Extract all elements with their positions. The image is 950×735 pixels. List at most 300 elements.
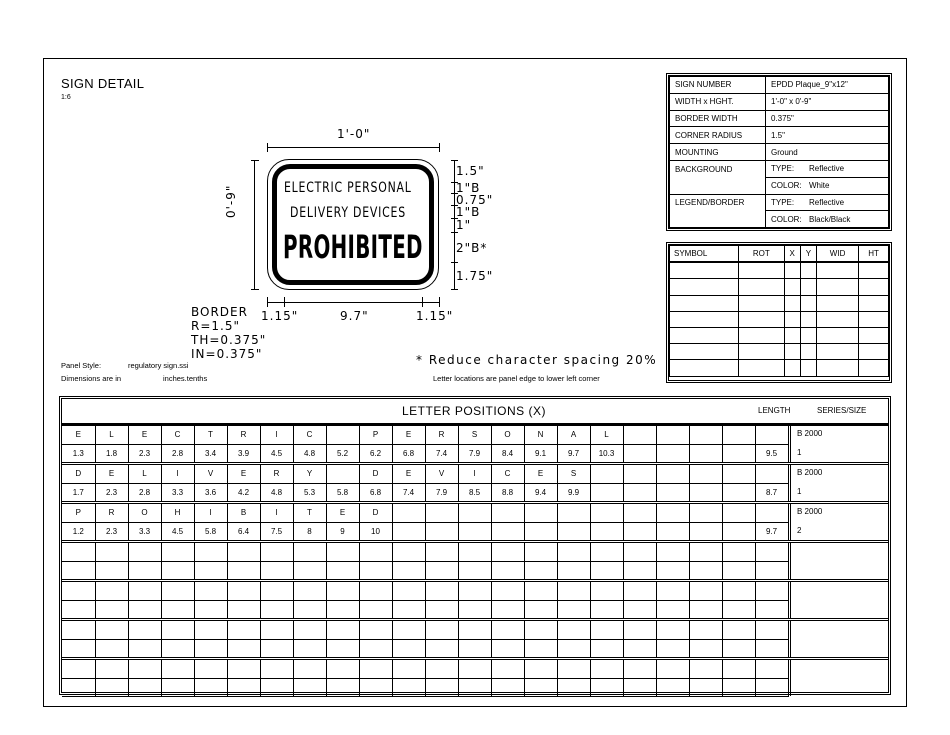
letter-cell <box>689 660 722 678</box>
letter-cell <box>590 621 623 639</box>
info-key: CORNER RADIUS <box>670 127 766 144</box>
letter-cell: E <box>62 426 95 444</box>
letter-cell <box>260 543 293 561</box>
page-title: SIGN DETAIL <box>61 76 145 91</box>
position-cell <box>227 600 260 618</box>
symbol-row <box>670 279 889 295</box>
letter-cell <box>161 582 194 600</box>
position-cell <box>623 483 656 501</box>
position-cell <box>689 678 722 696</box>
position-cell <box>161 561 194 579</box>
dim-tick <box>451 232 458 233</box>
letter-cell: I <box>260 426 293 444</box>
series-size-cell <box>790 660 888 696</box>
position-cell: 1.2 <box>62 522 95 540</box>
position-cell <box>392 561 425 579</box>
position-cell <box>425 678 458 696</box>
letter-row <box>62 543 788 561</box>
dim-tick <box>422 297 423 307</box>
height-dimension: 0'-9" <box>224 184 238 218</box>
position-cell: 10 <box>359 522 392 540</box>
position-cell <box>656 483 689 501</box>
position-cell <box>458 639 491 657</box>
position-cell <box>656 522 689 540</box>
letter-cell: C <box>293 426 326 444</box>
letter-cell <box>62 621 95 639</box>
position-cell: 4.8 <box>293 444 326 462</box>
letter-cell <box>689 582 722 600</box>
letter-cell <box>656 426 689 444</box>
letter-cell <box>524 543 557 561</box>
position-cell <box>293 639 326 657</box>
letter-cell <box>722 582 755 600</box>
length-cell <box>755 600 788 618</box>
letter-cell <box>722 621 755 639</box>
position-cell <box>359 600 392 618</box>
position-cell <box>128 600 161 618</box>
position-cell <box>557 600 590 618</box>
sign-legend-line-3: PROHIBITED <box>283 228 423 266</box>
dim-tick <box>451 262 458 263</box>
letter-cell: E <box>128 426 161 444</box>
letter-cell <box>326 621 359 639</box>
position-cell: 1.8 <box>95 444 128 462</box>
position-cell: 8 <box>293 522 326 540</box>
length-spacer-cell <box>755 621 788 639</box>
position-cell <box>128 678 161 696</box>
scale-label: 1:6 <box>61 94 71 101</box>
position-cell <box>491 600 524 618</box>
position-cell <box>260 561 293 579</box>
position-cell <box>722 522 755 540</box>
position-cell <box>722 639 755 657</box>
position-cell: 6.8 <box>359 483 392 501</box>
position-cell <box>590 600 623 618</box>
letter-cell <box>458 582 491 600</box>
position-cell <box>491 639 524 657</box>
position-cell <box>260 678 293 696</box>
letter-cell <box>293 660 326 678</box>
border-thickness-spec: TH=0.375" <box>191 333 267 347</box>
position-cell <box>557 639 590 657</box>
sign-legend-line-1: ELECTRIC PERSONAL <box>284 180 412 196</box>
letter-cell <box>623 582 656 600</box>
length-cell <box>755 561 788 579</box>
border-inset-spec: IN=0.375" <box>191 347 263 361</box>
symbol-row <box>670 327 889 343</box>
position-cell <box>689 561 722 579</box>
letter-cell: D <box>359 465 392 483</box>
right-margin-dim: 1.15" <box>416 309 454 323</box>
letter-group <box>62 618 888 657</box>
position-cell <box>161 600 194 618</box>
letter-cell <box>359 582 392 600</box>
series-size-cell <box>790 621 888 657</box>
letter-cell <box>95 543 128 561</box>
position-cell: 8.8 <box>491 483 524 501</box>
position-cell: 2.3 <box>95 522 128 540</box>
position-cell: 3.3 <box>161 483 194 501</box>
position-cell <box>623 600 656 618</box>
position-cell <box>95 561 128 579</box>
letter-cell <box>95 621 128 639</box>
letter-cell <box>524 621 557 639</box>
info-key-spacer <box>670 211 766 228</box>
position-cell <box>326 639 359 657</box>
position-cell <box>656 561 689 579</box>
length-spacer-cell <box>755 426 788 444</box>
series-size-cell <box>790 426 888 462</box>
position-cell <box>656 639 689 657</box>
position-cell <box>458 600 491 618</box>
letter-cell <box>722 660 755 678</box>
position-cell <box>293 678 326 696</box>
letter-cell: I <box>458 465 491 483</box>
letter-cell <box>557 660 590 678</box>
letter-cell <box>557 504 590 522</box>
position-cell <box>623 444 656 462</box>
letter-location-note: Letter locations are panel edge to lower left corner <box>433 374 600 383</box>
letter-cell <box>62 582 95 600</box>
symbol-row <box>670 360 889 376</box>
length-cell <box>755 639 788 657</box>
position-cell: 9.4 <box>524 483 557 501</box>
width-dimension: 1'-0" <box>337 127 371 141</box>
panel-style-value: regulatory sign.ssi <box>128 361 189 370</box>
v-dim-top-margin: 1.5" <box>456 164 485 178</box>
letter-cell: A <box>557 426 590 444</box>
position-cell: 9 <box>326 522 359 540</box>
letter-cell <box>722 465 755 483</box>
spacing-note: * Reduce character spacing 20% <box>416 353 658 367</box>
symbol-row <box>670 295 889 311</box>
position-cell <box>359 639 392 657</box>
letter-group <box>62 657 888 696</box>
position-cell <box>458 678 491 696</box>
v-dim-line3: 2"B* <box>456 241 488 255</box>
position-cell <box>590 678 623 696</box>
letter-cell <box>689 543 722 561</box>
position-cell <box>557 561 590 579</box>
letter-cell <box>689 504 722 522</box>
position-cell: 2.3 <box>95 483 128 501</box>
letter-cell <box>392 504 425 522</box>
letter-row <box>62 426 788 444</box>
info-key: BORDER WIDTH <box>670 110 766 127</box>
position-cell <box>227 561 260 579</box>
letter-cell <box>227 543 260 561</box>
position-cell <box>425 600 458 618</box>
dim-tick <box>451 160 458 161</box>
info-value: Ground <box>766 144 889 161</box>
letter-cell <box>161 660 194 678</box>
position-cell <box>128 561 161 579</box>
symbol-header: SYMBOL <box>670 246 739 263</box>
ht-header: HT <box>859 246 889 263</box>
dim-tick <box>439 143 440 152</box>
letter-cell <box>392 660 425 678</box>
letter-row <box>62 582 788 600</box>
size-value: 1 <box>797 487 802 496</box>
position-cell <box>491 678 524 696</box>
position-cell <box>260 600 293 618</box>
border-spec-title: BORDER <box>191 305 248 319</box>
dim-tick <box>251 289 259 290</box>
length-spacer-cell <box>755 582 788 600</box>
letter-cell <box>590 582 623 600</box>
letter-cell: O <box>128 504 161 522</box>
length-spacer-cell <box>755 504 788 522</box>
letter-cell: D <box>62 465 95 483</box>
letter-cell <box>491 543 524 561</box>
letter-cell <box>590 660 623 678</box>
position-cell <box>194 639 227 657</box>
position-cell: 3.9 <box>227 444 260 462</box>
letter-cell <box>128 660 161 678</box>
info-value: 0.375" <box>766 110 889 127</box>
position-cell: 4.5 <box>260 444 293 462</box>
letter-cell <box>194 660 227 678</box>
dim-tick <box>451 289 458 290</box>
position-cell <box>524 600 557 618</box>
position-cell <box>128 639 161 657</box>
position-cell <box>458 522 491 540</box>
letter-cell <box>623 660 656 678</box>
left-margin-dim: 1.15" <box>261 309 299 323</box>
letter-cell: E <box>392 465 425 483</box>
letter-cell: E <box>524 465 557 483</box>
position-cell: 1.3 <box>62 444 95 462</box>
position-cell <box>722 483 755 501</box>
position-cell <box>326 561 359 579</box>
symbol-row <box>670 311 889 327</box>
position-cell <box>656 444 689 462</box>
dim-tick <box>267 143 268 152</box>
x-header: X <box>784 246 800 263</box>
letter-cell <box>359 660 392 678</box>
letter-cell <box>326 426 359 444</box>
letter-table-title: LETTER POSITIONS (X) <box>402 404 547 418</box>
letter-cell <box>425 660 458 678</box>
letter-table-header <box>62 399 888 425</box>
series-size-cell <box>790 582 888 618</box>
letter-cell <box>392 582 425 600</box>
position-cell <box>722 600 755 618</box>
position-cell <box>590 639 623 657</box>
position-cell <box>194 561 227 579</box>
info-value: TYPE: Reflective <box>766 194 889 211</box>
letter-cell <box>128 621 161 639</box>
info-value: 1'-0" x 0'-9" <box>766 93 889 110</box>
letter-cell <box>194 582 227 600</box>
position-cell <box>623 561 656 579</box>
rot-header: ROT <box>739 246 785 263</box>
info-key: MOUNTING <box>670 144 766 161</box>
letter-cell <box>359 543 392 561</box>
position-cell <box>689 444 722 462</box>
letter-cell <box>590 543 623 561</box>
position-cell <box>194 678 227 696</box>
letter-cell <box>722 426 755 444</box>
position-cell <box>62 561 95 579</box>
size-value: 2 <box>797 526 802 535</box>
letter-group <box>62 462 888 501</box>
position-cell: 5.3 <box>293 483 326 501</box>
letter-cell <box>128 543 161 561</box>
letter-cell: L <box>95 426 128 444</box>
series-size-header: SERIES/SIZE <box>817 406 867 415</box>
letter-cell: R <box>425 426 458 444</box>
letter-cell <box>689 621 722 639</box>
letter-cell <box>326 543 359 561</box>
v-dim-gap2: 1" <box>456 218 472 232</box>
length-spacer-cell <box>755 543 788 561</box>
letter-cell: E <box>392 426 425 444</box>
position-row <box>62 639 788 657</box>
letter-cell: T <box>194 426 227 444</box>
letter-cell <box>557 543 590 561</box>
letter-group <box>62 423 888 462</box>
position-cell: 1.7 <box>62 483 95 501</box>
wid-header: WID <box>816 246 858 263</box>
position-cell <box>359 678 392 696</box>
length-header: LENGTH <box>758 406 791 415</box>
letter-cell <box>590 465 623 483</box>
letter-cell: R <box>260 465 293 483</box>
position-cell: 4.8 <box>260 483 293 501</box>
letter-cell <box>161 621 194 639</box>
letter-cell <box>656 660 689 678</box>
letter-cell <box>491 582 524 600</box>
letter-cell <box>425 621 458 639</box>
letter-cell <box>557 582 590 600</box>
position-cell <box>689 483 722 501</box>
border-radius-spec: R=1.5" <box>191 319 240 333</box>
length-spacer-cell <box>755 465 788 483</box>
letter-cell <box>524 660 557 678</box>
position-cell <box>689 522 722 540</box>
position-cell <box>722 561 755 579</box>
letter-cell: S <box>458 426 491 444</box>
letter-cell <box>425 543 458 561</box>
length-cell: 8.7 <box>755 483 788 501</box>
position-cell <box>557 678 590 696</box>
position-cell <box>722 444 755 462</box>
position-cell <box>260 639 293 657</box>
letter-cell: B <box>227 504 260 522</box>
letter-cell: I <box>161 465 194 483</box>
info-key: BACKGROUND <box>670 160 766 177</box>
letter-row <box>62 621 788 639</box>
position-cell <box>425 561 458 579</box>
letter-cell <box>623 465 656 483</box>
letter-cell <box>260 660 293 678</box>
letter-cell <box>95 660 128 678</box>
letter-cell: R <box>95 504 128 522</box>
letter-cell <box>260 582 293 600</box>
letter-cell <box>656 582 689 600</box>
position-cell: 2.8 <box>128 483 161 501</box>
letter-cell <box>656 621 689 639</box>
letter-cell <box>722 543 755 561</box>
letter-cell: L <box>128 465 161 483</box>
position-row <box>62 600 788 618</box>
symbol-table <box>666 242 892 383</box>
position-cell <box>95 600 128 618</box>
letter-cell <box>623 621 656 639</box>
letter-cell <box>656 504 689 522</box>
series-value: B 2000 <box>797 507 823 516</box>
text-width-dim: 9.7" <box>340 309 369 323</box>
letter-cell <box>227 660 260 678</box>
position-row <box>62 522 788 540</box>
size-value: 1 <box>797 448 802 457</box>
series-value: B 2000 <box>797 429 823 438</box>
letter-cell <box>722 504 755 522</box>
v-dim-bottom-margin: 1.75" <box>456 269 494 283</box>
letter-cell <box>293 582 326 600</box>
position-cell: 2.8 <box>161 444 194 462</box>
letter-cell <box>458 543 491 561</box>
position-cell <box>425 639 458 657</box>
letter-cell <box>425 582 458 600</box>
letter-cell <box>128 582 161 600</box>
letter-cell: E <box>326 504 359 522</box>
letter-cell <box>392 543 425 561</box>
dimensions-unit-value: inches.tenths <box>163 374 208 383</box>
info-value: 1.5" <box>766 127 889 144</box>
letter-cell: P <box>62 504 95 522</box>
letter-group <box>62 540 888 579</box>
letter-cell <box>326 582 359 600</box>
position-cell: 9.1 <box>524 444 557 462</box>
position-row <box>62 444 788 462</box>
letter-cell <box>227 582 260 600</box>
position-cell: 8.5 <box>458 483 491 501</box>
position-cell: 7.4 <box>425 444 458 462</box>
letter-cell: V <box>425 465 458 483</box>
sign-info-table <box>666 73 892 231</box>
letter-cell: D <box>359 504 392 522</box>
letter-cell: N <box>524 426 557 444</box>
position-cell: 9.7 <box>557 444 590 462</box>
letter-cell: R <box>227 426 260 444</box>
letter-cell: C <box>491 465 524 483</box>
letter-cell <box>425 504 458 522</box>
position-cell <box>62 600 95 618</box>
length-spacer-cell <box>755 660 788 678</box>
letter-cell: E <box>227 465 260 483</box>
letter-cell <box>194 621 227 639</box>
position-cell <box>590 522 623 540</box>
letter-cell <box>623 504 656 522</box>
letter-row <box>62 504 788 522</box>
position-cell: 5.8 <box>194 522 227 540</box>
info-key: WIDTH x HGHT. <box>670 93 766 110</box>
position-cell: 2.3 <box>128 444 161 462</box>
symbol-row <box>670 262 889 279</box>
position-cell <box>491 522 524 540</box>
position-cell <box>524 561 557 579</box>
position-cell: 6.4 <box>227 522 260 540</box>
letter-cell <box>95 582 128 600</box>
position-cell <box>524 639 557 657</box>
v-dim-line2: 1"B <box>456 205 481 219</box>
position-row <box>62 678 788 696</box>
position-cell: 7.4 <box>392 483 425 501</box>
position-cell: 7.9 <box>458 444 491 462</box>
position-cell <box>359 561 392 579</box>
